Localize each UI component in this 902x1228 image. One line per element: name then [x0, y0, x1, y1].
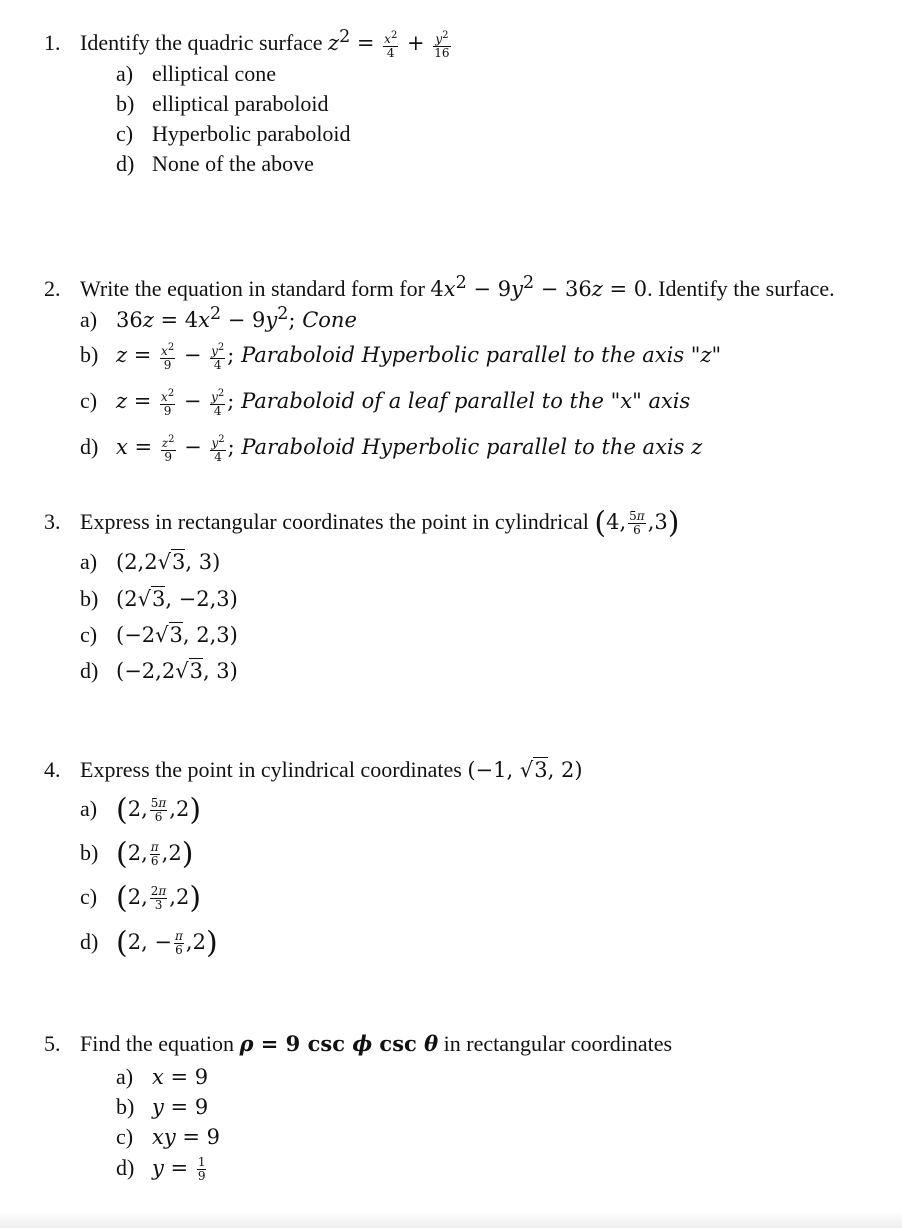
question-number: 4. — [44, 757, 61, 782]
option-5c[interactable]: c) xy = 9 — [116, 1124, 221, 1149]
option-2a[interactable]: a) $36z = 4x^2 - 9y^2$; Cone — [80, 304, 357, 332]
equation: ρ = 9 csc ϕ csc θ — [239, 1031, 439, 1056]
option-4c[interactable]: c) (2, $\frac{2\pi}{3}$ ,2) — [80, 880, 202, 916]
option-5b[interactable]: b) y = 9 — [116, 1094, 209, 1119]
option-5a[interactable]: a) x = 9 — [116, 1064, 209, 1089]
question-number: 1. — [44, 30, 61, 55]
option-1b[interactable]: b) elliptical paraboloid — [116, 91, 329, 116]
question-3-stem — [44, 505, 680, 541]
question-text: Write the equation in standard form for — [80, 276, 431, 301]
option-1a[interactable]: a) elliptical cone — [116, 61, 276, 86]
question-number: 3. — [44, 509, 61, 534]
question-text: Find the equation — [80, 1031, 240, 1056]
question-5-stem: 5. Find the equation ρ = 9 csc ϕ csc θ in rectangular coordinates — [44, 1031, 673, 1056]
option-3b[interactable]: b) (2√3, −2,3) — [80, 586, 238, 611]
option-5d[interactable]: d) y = $\frac{1}{9}$ — [116, 1155, 206, 1183]
question-text: Express in rectangular coordinates the point in cylindrical — [80, 509, 595, 534]
question-1-stem — [44, 24, 453, 60]
option-3c[interactable]: c) (−2√3, 2,3) — [80, 622, 238, 647]
option-2d[interactable]: d) x = $\frac{z^2}{9}$ − $\frac{y^2}{4}$ ; Paraboloid Hyperbolic parallel to the axis z — [80, 434, 703, 464]
question-text: Identify the quadric surface — [80, 30, 328, 55]
question-4-stem — [44, 757, 583, 783]
option-4d[interactable]: d) (2, − $\frac{\pi}{6}$ ,2) — [80, 925, 218, 961]
question-text: Express the point in cylindrical coordinates — [80, 757, 468, 782]
equation: $4x^2 - 9y^2 - 36z = 0$ — [430, 273, 648, 301]
question-number: 5. — [44, 1031, 61, 1056]
option-1d[interactable]: d) None of the above — [116, 151, 314, 176]
option-4a[interactable]: a) (2, $\frac{5\pi}{6}$ ,2) — [80, 792, 202, 828]
page-bottom-edge — [0, 1212, 902, 1228]
option-3a[interactable]: a) (2,2√3, 3) — [80, 549, 221, 574]
question-number: 2. — [44, 276, 61, 301]
point: (−1, √3, 2) — [467, 758, 583, 782]
question-2-stem: 2. Write the equation in standard form for $4x^2 - 9y^2 - 36z = 0$. Identify the surface. — [44, 273, 835, 301]
equation: $z^2$ = $\frac{x^2}{4}$ + $\frac{y^2}{16}$ — [328, 27, 450, 60]
option-4b[interactable]: b) (2, $\frac{\pi}{6}$ ,2) — [80, 836, 194, 872]
option-3d[interactable]: d) (−2,2√3, 3) — [80, 658, 238, 683]
option-2c[interactable]: c) z = $\frac{x^2}{9}$ − $\frac{y^2}{4}$ ; Paraboloid of a leaf parallel to the "x" axis — [80, 388, 691, 418]
point: (4, $\frac{5\pi}{6}$ ,3) — [594, 505, 680, 541]
option-1c[interactable]: c) Hyperbolic paraboloid — [116, 121, 351, 146]
option-2b[interactable]: b) z = $\frac{x^2}{9}$ − $\frac{y^2}{4}$ ; Paraboloid Hyperbolic parallel to the axis "z" — [80, 342, 722, 372]
